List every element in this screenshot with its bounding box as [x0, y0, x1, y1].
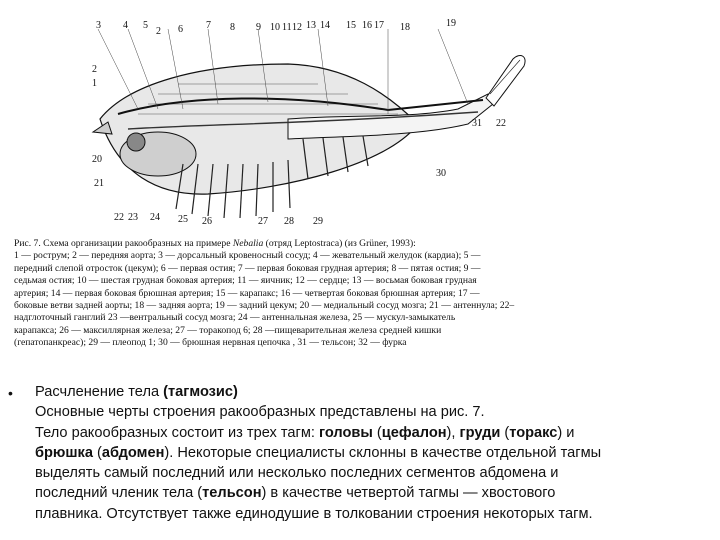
- caption-line: седьмая остия; 10 — шестая грудная боковая артерия; 11 — яичник; 12 — сердце; 13 — восьмая боковая грудная: [14, 275, 477, 287]
- figure-caption: [14, 238, 586, 350]
- figure-label: 23: [128, 212, 138, 223]
- figure-label: 22: [496, 118, 506, 129]
- paragraph-line: выделять самый последний или несколько последних сегментов абдомена и: [35, 465, 559, 482]
- caption-line: передний слепой отросток (цекум); 6 — первая остия; 7 — первая боковая грудная артерия; 8 — пятая остия; 9 —: [14, 262, 481, 274]
- figure-label: 24: [150, 212, 160, 223]
- caption-line: артерия; 14 — первая боковая брюшная артерия; 15 — карапакс; 16 — четвертая боковая брюшная артерия; 17 —: [14, 287, 480, 299]
- figure-label: 1: [92, 78, 97, 89]
- figure-label: 27: [258, 216, 268, 227]
- figure-label: 30: [436, 168, 446, 179]
- eye: [127, 133, 145, 151]
- figure-label: 8: [230, 22, 235, 33]
- telson: [486, 55, 525, 106]
- caption-title: Рис. 7. Схема организации ракообразных на примере Nebalia (отряд Leptostraca) (из Grüner, 1993):: [14, 238, 416, 249]
- figure-label: 18: [400, 22, 410, 33]
- figure-label: 5: [143, 20, 148, 31]
- caption-line: (гепатопанкреас); 29 — плеопод 1; 30 — брюшная нервная цепочка , 31 — тельсон; 32 — фурка: [14, 337, 407, 349]
- figure-label: 3: [96, 20, 101, 31]
- figure-label: 22: [114, 212, 124, 223]
- figure-label: 9: [256, 22, 261, 33]
- figure-label: 21: [94, 178, 104, 189]
- figure-label: 16: [362, 20, 372, 31]
- figure-label: 28: [284, 216, 294, 227]
- figure-label: 31: [472, 118, 482, 129]
- figure-label: 13: [306, 20, 316, 31]
- bullet-marker: •: [8, 385, 13, 401]
- figure-label: 10: [270, 22, 280, 33]
- figure-label: 25: [178, 214, 188, 225]
- figure-label: 26: [202, 216, 212, 227]
- figure-label: 15: [346, 20, 356, 31]
- paragraph-line: плавника. Отсутствует также единодушие в толковании строения некоторых тагм.: [35, 505, 593, 522]
- nebalia-figure: [88, 14, 528, 234]
- paragraph-line: брюшка (абдомен). Некоторые специалисты склонны в качестве отдельной тагмы: [35, 444, 602, 461]
- nebalia-drawing: [88, 14, 528, 234]
- figure-label: 7: [206, 20, 211, 31]
- body-paragraph: [35, 382, 685, 524]
- caption-line: надглоточный ганглий 23 —вентральный сосуд мозга; 24 — антеннальная железа, 25 — мускул-замыкатель: [14, 312, 456, 324]
- figure-label: 2: [92, 64, 97, 75]
- figure-label: 19: [446, 18, 456, 29]
- figure-label: 4: [123, 20, 128, 31]
- paragraph-line: Тело ракообразных состоит из трех тагм: головы (цефалон), груди (торакс) и: [35, 424, 575, 441]
- figure-label: 6: [178, 24, 183, 35]
- figure-label: 12: [292, 22, 302, 33]
- paragraph-line: последний членик тела (тельсон) в качестве четвертой тагмы — хвостового: [35, 485, 556, 502]
- figure-label: 29: [313, 216, 323, 227]
- caption-line: карапакса; 26 — максиллярная железа; 27 — торакопод 6; 28 —пищеварительная железа средней кишки: [14, 324, 442, 336]
- figure-label: 17: [374, 20, 384, 31]
- figure-label: 14: [320, 20, 330, 31]
- figure-label: 2: [156, 26, 161, 37]
- section-title: Расчленение тела (тагмозис): [35, 384, 238, 400]
- caption-line: 1 — рострум; 2 — передняя аорта; 3 — дорсальный кровеносный сосуд; 4 — жевательный желудок (кардиа); 5 —: [14, 250, 481, 262]
- figure-label: 11: [282, 22, 292, 33]
- paragraph-line: Основные черты строения ракообразных представлены на рис. 7.: [35, 404, 485, 421]
- caption-line: боковые ветви задней аорты; 18 — задняя аорта; 19 — задний цекум; 20 — медиальный сосуд мозга; 21 — антеннула; 22–: [14, 300, 515, 312]
- figure-label: 20: [92, 154, 102, 165]
